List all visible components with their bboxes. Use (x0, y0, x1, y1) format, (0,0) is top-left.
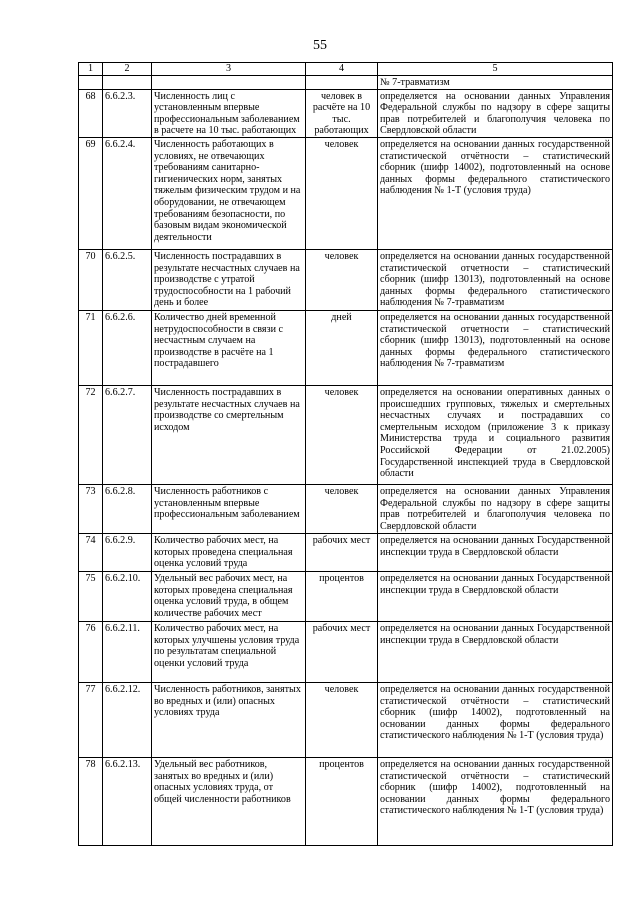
calculation-method: определяется на основании данных государственной статистической отчетности – статистический сборник (шифр 13013), подготовленный на основе данных формы федерального статистического наблюдения № 7-травматизм (378, 310, 613, 385)
calculation-method: определяется на основании данных Государственной инспекции труда в Свердловской области (378, 571, 613, 621)
unit-of-measure: человек (306, 484, 378, 533)
calculation-method: определяется на основании оперативных данных о происшедших групповых, тяжелых и смертельных несчастных случаях и пострадавших со смертельным исходом (приложение 3 к приказу Министерства труда и социального развития Российской Федерации от 21.02.2005) Государственной инспекцией труда в Свердловской области (378, 385, 613, 484)
unit-of-measure: процентов (306, 757, 378, 845)
column-header-5: 5 (378, 63, 613, 76)
table-row (79, 310, 613, 385)
table-row (79, 621, 613, 682)
table-row (79, 757, 613, 845)
calculation-method: определяется на основании данных Управления Федеральной службы по надзору в сфере защиты прав потребителей и благополучия человека по Свердловской области (378, 89, 613, 137)
indicator-name: Количество дней временной нетрудоспособности в связи с несчастным случаем на производстве в расчёте на 1 пострадавшего (152, 310, 306, 385)
table-header-row (79, 63, 613, 76)
calculation-method: определяется на основании данных Управления Федеральной службы по надзору в сфере защиты прав потребителей и благополучия человека по Свердловской области (378, 484, 613, 533)
table-row (79, 484, 613, 533)
indicator-name: Удельный вес работников, занятых во вредных и (или) опасных условиях труда, от общей численности работников (152, 757, 306, 845)
unit-of-measure: дней (306, 310, 378, 385)
indicator-code: 6.6.2.12. (103, 682, 152, 757)
unit-of-measure: человек в расчёте на 10 тыс. работающих (306, 89, 378, 137)
unit-of-measure: человек (306, 249, 378, 310)
calculation-method: определяется на основании данных государственной статистической отчётности – статистический сборник (шифр 14002), подготовленный на основании данных формы федерального статистического наблюдения № 1-Т (условия труда) (378, 682, 613, 757)
row-number: 72 (79, 385, 103, 484)
unit-of-measure: человек (306, 682, 378, 757)
row-number: 77 (79, 682, 103, 757)
unit-of-measure: процентов (306, 571, 378, 621)
table-row (79, 533, 613, 571)
row-number: 68 (79, 89, 103, 137)
calculation-method: определяется на основании данных государственной статистической отчётности – статистический сборник (шифр 14002), подготовленный на основе данных формы федерального статистического наблюдения № 1-Т (условия труда) (378, 137, 613, 249)
indicator-name: Удельный вес рабочих мест, на которых проведена специальная оценка условий труда, в общем количестве рабочих мест (152, 571, 306, 621)
unit-of-measure: рабочих мест (306, 621, 378, 682)
unit-of-measure: рабочих мест (306, 533, 378, 571)
indicator-name: Численность лиц с установленным впервые профессиональным заболеванием в расчете на 10 тыс. работающих (152, 89, 306, 137)
table-row (79, 137, 613, 249)
table-row (79, 682, 613, 757)
indicator-name: Численность пострадавших в результате несчастных случаев на производстве с утратой трудоспособности на 1 рабочий день и более (152, 249, 306, 310)
indicator-code: 6.6.2.8. (103, 484, 152, 533)
continuation-row (79, 76, 613, 90)
row-number: 76 (79, 621, 103, 682)
row-number: 75 (79, 571, 103, 621)
unit-of-measure: человек (306, 385, 378, 484)
indicator-code: 6.6.2.7. (103, 385, 152, 484)
indicator-name: Численность пострадавших в результате несчастных случаев на производстве со смертельным исходом (152, 385, 306, 484)
table-row (79, 249, 613, 310)
row-number: 78 (79, 757, 103, 845)
indicator-name: Численность работников с установленным впервые профессиональным заболеванием (152, 484, 306, 533)
indicator-code: 6.6.2.13. (103, 757, 152, 845)
calculation-method: определяется на основании данных Государственной инспекции труда в Свердловской области (378, 621, 613, 682)
indicator-code: 6.6.2.9. (103, 533, 152, 571)
row-number: 73 (79, 484, 103, 533)
unit-of-measure: человек (306, 137, 378, 249)
table-row (79, 385, 613, 484)
row-number: 71 (79, 310, 103, 385)
column-header-4: 4 (306, 63, 378, 76)
calculation-method: определяется на основании данных государственной статистической отчетности – статистический сборник (шифр 13013), подготовленный на основе данных формы федерального статистического наблюдения № 7-травматизм (378, 249, 613, 310)
indicator-code: 6.6.2.3. (103, 89, 152, 137)
table-row (79, 571, 613, 621)
continuation-text: № 7-травматизм (378, 76, 613, 90)
calculation-method: определяется на основании данных государственной статистической отчётности – статистический сборник (шифр 14002), подготовленный на основании данных формы федерального статистического наблюдения № 1-Т (условия труда) (378, 757, 613, 845)
indicator-name: Количество рабочих мест, на которых улучшены условия труда по результатам специальной оценки условий труда (152, 621, 306, 682)
table-row (79, 89, 613, 137)
row-number: 70 (79, 249, 103, 310)
column-header-2: 2 (103, 63, 152, 76)
indicator-name: Численность работников, занятых во вредных и (или) опасных условиях труда (152, 682, 306, 757)
indicator-code: 6.6.2.6. (103, 310, 152, 385)
row-number: 74 (79, 533, 103, 571)
page-number: 55 (313, 38, 327, 53)
indicators-table (78, 62, 613, 846)
indicator-name: Количество рабочих мест, на которых проведена специальная оценка условий труда (152, 533, 306, 571)
calculation-method: определяется на основании данных Государственной инспекции труда в Свердловской области (378, 533, 613, 571)
indicator-code: 6.6.2.5. (103, 249, 152, 310)
indicator-code: 6.6.2.11. (103, 621, 152, 682)
column-header-1: 1 (79, 63, 103, 76)
indicator-code: 6.6.2.4. (103, 137, 152, 249)
row-number: 69 (79, 137, 103, 249)
column-header-3: 3 (152, 63, 306, 76)
indicator-code: 6.6.2.10. (103, 571, 152, 621)
indicator-name: Численность работающих в условиях, не отвечающих требованиям санитарно-гигиенических норм, занятых тяжелым физическим трудом и на оборудовании, не отвечающем требованиям безопасности, по базовым видам экономической деятельности (152, 137, 306, 249)
